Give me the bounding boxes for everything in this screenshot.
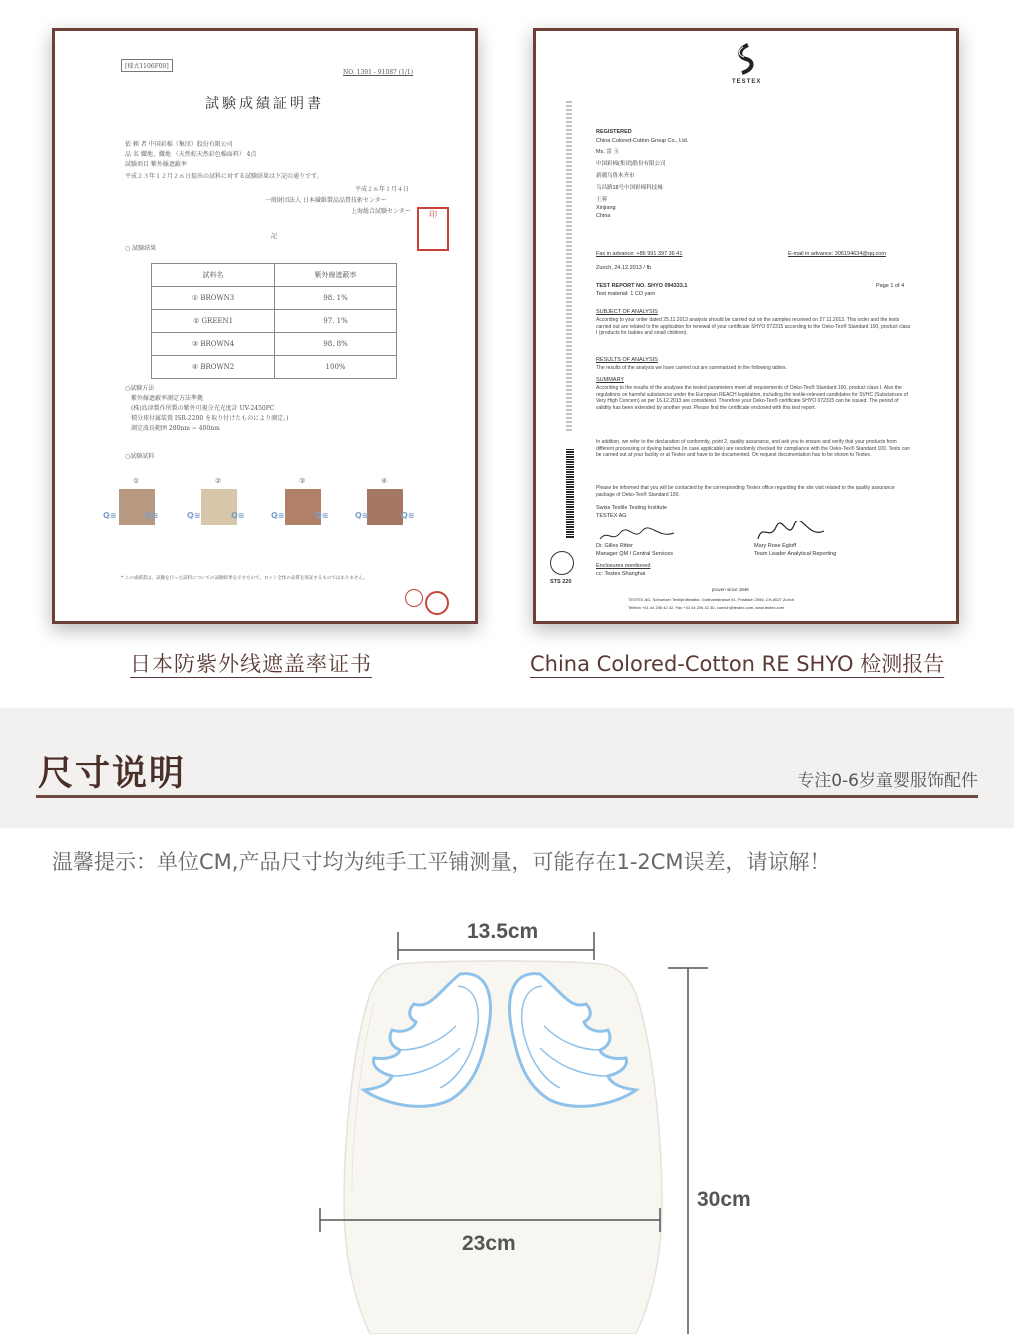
form-label: [様式1106F00] — [121, 59, 173, 72]
cert-line: 記 — [271, 233, 278, 240]
doc-number: NO. 1391 - 91087 (1/1) — [343, 69, 414, 76]
table-row — [152, 310, 397, 333]
red-seal — [405, 589, 423, 607]
section-title: 尺寸说明 — [38, 754, 187, 794]
footnote: * この成績書は、試験を行った試料についての試験結果を示すもので、ロット全体の品質を保証するものではありません。 — [121, 576, 368, 581]
footer-line: Telefon +41 44 206 42 42, Fax +41 44 206 42 30, zuerich@testex.com, www.testex.com — [628, 605, 785, 610]
method-line: ○試験方法 — [125, 385, 155, 392]
signer-name: Dr. Gilles Ritter — [596, 543, 633, 549]
cert-line: 上海総合試験センター — [351, 208, 411, 215]
table-row — [152, 287, 397, 310]
table-header: 紫外線遮蔽率 — [275, 264, 397, 287]
brand-logo-icon: Q≋ — [145, 511, 159, 520]
testex-report-image — [533, 28, 959, 624]
brand-logo-icon: Q≋ — [271, 511, 285, 520]
page-label: Page 1 of 4 — [876, 283, 905, 289]
brand-logo-icon: Q≋ — [231, 511, 245, 520]
cert-line: 平成２６年１月４日 — [355, 186, 410, 193]
size-notice: 温馨提示：单位CM,产品尺寸均为纯手工平铺测量，可能存在1-2CM误差，请谅解！ — [52, 850, 831, 874]
table-header: 試料名 — [152, 264, 275, 287]
date-line: Zurich, 24.12.2013 / fb — [596, 265, 652, 271]
section-text: According to your order dated 25.11.2013 analysis should be carried out on the samples received on 27.11.2013. This order and the tests carried out are related to the application for renewal of your certificate SHYO 072315 according to the Oeko-Tex® Standard 100, product class I (products for babies and small children). — [596, 317, 911, 337]
material-line: Test material: 1 CO yarn — [596, 291, 656, 297]
signature-ritter — [598, 525, 678, 545]
uv-value: 100% — [275, 356, 397, 379]
testex-logo-icon — [734, 43, 756, 75]
cert-line: 依 頼 者 中国彩棉（集団）股份有限公司 — [125, 141, 233, 148]
header-line: 新疆乌鲁木齐市 — [596, 173, 635, 179]
certificate-title: 試験成績証明書 — [205, 96, 324, 112]
section-text: Please be informed that you will be contacted by the corresponding Testex office regarding the site visit related to the quality assurance package of Oeko-Tex® Standard 100. — [596, 485, 895, 498]
brand-logo-icon: Q≋ — [355, 511, 369, 520]
top-width-label: 13.5cm — [467, 920, 539, 943]
cert-line: ○ 試験結果 — [125, 245, 157, 252]
height-label: 30cm — [697, 1188, 751, 1211]
header-line: 中国彩棉(集团)股份有限公司 — [596, 161, 666, 167]
uv-results-table — [151, 263, 397, 379]
cc-line: cc: Testex Shanghai — [596, 571, 646, 577]
method-line: 測定波長範囲 280nm ~ 400nm — [131, 425, 220, 432]
header-line: Xinjiang — [596, 205, 616, 211]
barcode — [566, 449, 574, 539]
method-line: ○試験試料 — [125, 453, 155, 460]
brand-logo-icon: Q≋ — [187, 511, 201, 520]
brand-logo-icon: Q≋ — [103, 511, 117, 520]
swatch-number: ② — [215, 477, 222, 485]
header-line: 乌昌路18号中国彩棉科技城 — [596, 185, 663, 191]
cert-line: 品 名 織地、織地 （天然棕天然彩色棉面料） 4点 — [125, 151, 257, 158]
footer-line: TESTEX AG, Schweizer Textilprüfinstitut, Gotthardstrasse 61, Postfach 2556, CH-8027 Zurich — [628, 597, 794, 602]
report-title: TEST REPORT NO. SHYO 094333.1 — [596, 283, 688, 289]
section-heading: SUMMARY — [596, 377, 625, 383]
cert-line: 平成２３年１２月２６日提出の試料に対する試験結果は下記の通りです。 — [125, 173, 323, 180]
header-line: China — [596, 213, 611, 219]
certificate-caption: 日本防紫外线遮盖率证书 — [130, 652, 372, 676]
signature-egloff — [754, 521, 834, 545]
method-line: 紫外線遮蔽率測定方法準拠 — [131, 395, 204, 402]
section-subtitle: 专注0-6岁童婴服饰配件 — [797, 771, 978, 791]
signer-title: Team Leader Analytical Reporting — [754, 551, 837, 557]
section-text: In addition, we refer to the declaration of conformity, point 2, quality assurance, and ask you to ensure and verify that your products from different processing or dyeing batches (in case applicable) are randomly checked for compliance with the Oeko-Tex® Standard 100. Tests can be carried out at your facility or at Testex and have to be documented. On request documentation has to be shown to Testex. — [596, 439, 910, 459]
method-line: 積分球付属装置 ISR-2200 を取り付けたものにより測定。) — [131, 415, 289, 422]
brand-logo-icon: Q≋ — [315, 511, 329, 520]
cert-line: 一般財団法人 日本繊維製品品質技術センター — [265, 197, 387, 204]
institute-line: TESTEX AG — [596, 513, 627, 519]
sample-name: ④ BROWN2 — [152, 356, 275, 379]
section-heading: RESULTS OF ANALYSIS — [596, 357, 658, 363]
uv-certificate-image — [52, 28, 478, 624]
header-line: Ms. 雷 玉 — [596, 149, 619, 155]
header-line: China Colored-Cotton Group Co., Ltd. — [596, 138, 689, 144]
swatch-number: ③ — [299, 477, 306, 485]
uv-value: 98. 8% — [275, 333, 397, 356]
enclosures: Enclosures mentioned — [596, 563, 651, 569]
footer-line: proven since 1846 — [712, 587, 749, 592]
table-row — [152, 356, 397, 379]
section-heading: SUBJECT OF ANALYSIS — [596, 309, 658, 315]
side-text-strip — [566, 101, 572, 431]
email-line: E-mail in advance: 306194634@qq.com — [788, 251, 886, 257]
brand-logo-icon: Q≋ — [401, 511, 415, 520]
cert-line: 試験項目 紫外線遮蔽率 — [125, 161, 187, 168]
uv-value: 97. 1% — [275, 310, 397, 333]
header-line: 王蓉 — [596, 197, 608, 203]
sample-name: ① BROWN3 — [152, 287, 275, 310]
fax-line: Fax in advance: +86 991 397 36 41 — [596, 251, 683, 257]
towel-body — [344, 961, 662, 1334]
table-row — [152, 333, 397, 356]
section-text: According to the results of the analyses the tested parameters meet all requirements of Oeko-Tex® Standard 100, product class I. Also the regulations on harmful substances under the European REACH legislation, including the textile-relevant candidates for SVHC (Substances of Very High Concern) as per 16.12.2013 are considered. Therefore your Oeko-Tex® certificate SHYO 072315 can be issued. The period of validity has been extended by another year. Please find the certificate enclosed with this test report. — [596, 385, 908, 411]
uv-value: 98. 1% — [275, 287, 397, 310]
bottom-width-label: 23cm — [462, 1232, 516, 1255]
stamp-label: STS 220 — [550, 579, 572, 585]
red-seal — [425, 591, 449, 615]
fabric-swatch-brown2 — [367, 489, 403, 525]
method-line: (株)島津製作所製の紫外可視分光光度計 UV-2450PC — [131, 405, 275, 412]
certificate-caption: China Colored-Cotton RE SHYO 检测报告 — [530, 652, 945, 676]
height-dimension — [668, 968, 708, 1334]
sample-name: ② GREEN1 — [152, 310, 275, 333]
signer-name: Mary Rose Egloff — [754, 543, 797, 549]
red-seal: 印 — [417, 207, 449, 251]
header-line: REGISTERED — [596, 129, 632, 135]
divider — [36, 795, 978, 798]
signer-title: Manager QM / Central Services — [596, 551, 674, 557]
section-text: The results of the analysis we have carried out are summarized in the following tables. — [596, 365, 787, 371]
swatch-number: ① — [133, 477, 140, 485]
sweat-towel-drawing — [300, 930, 720, 1334]
testex-brand: TESTEX — [732, 79, 762, 85]
testing-stamp-icon — [550, 551, 574, 575]
sample-name: ③ BROWN4 — [152, 333, 275, 356]
institute-line: Swiss Textile Testing Institute — [596, 505, 668, 511]
swatch-number: ④ — [381, 477, 388, 485]
